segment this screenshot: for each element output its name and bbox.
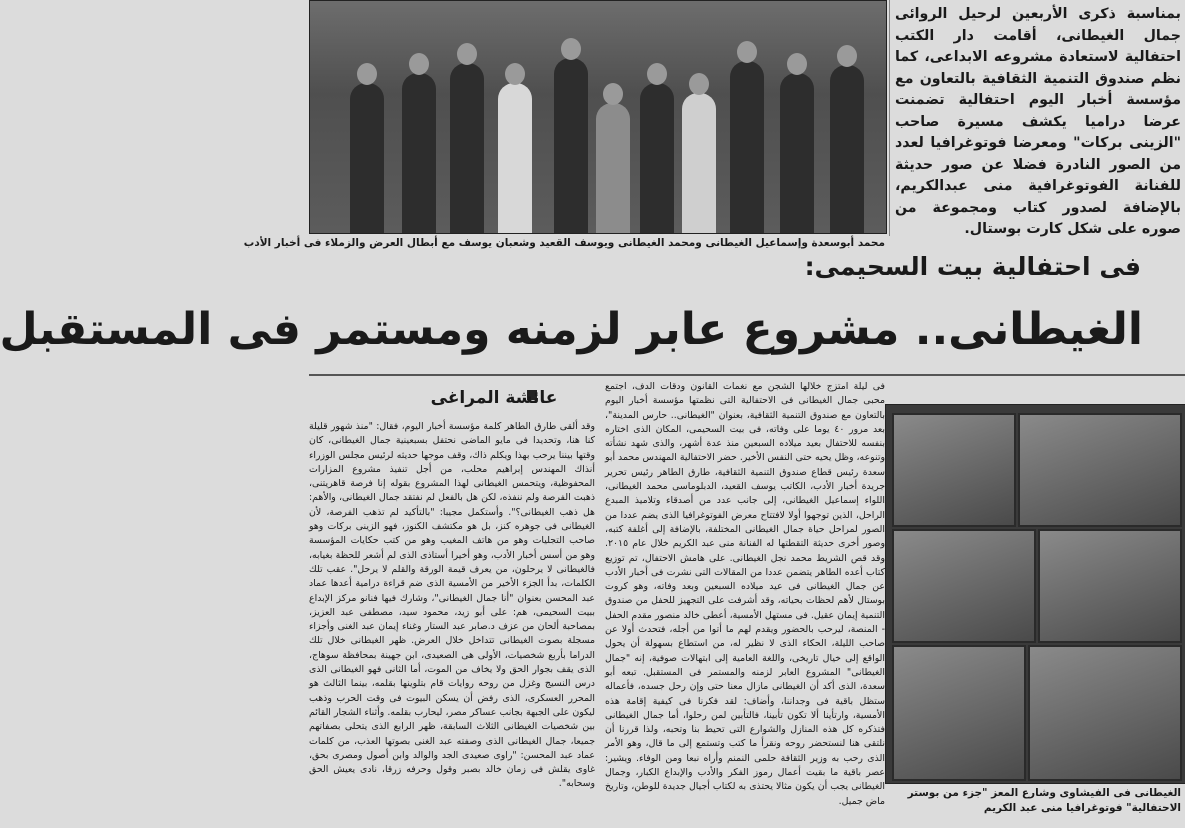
collage-tile [1038,529,1182,643]
photo-figure [450,63,484,233]
top-photo-caption: محمد أبوسعدة وإسماعيل الغيطانى ومحمد الغيطانى ويوسف القعيد وشعبان يوسف مع أبطال العرض والزملاء فى أخبار الأدب [243,237,885,249]
photo-figure [640,83,674,233]
photo-figure [730,61,764,233]
intro-paragraph: بمناسبة ذكرى الأربعين لرحيل الروائى جمال الغيطانى، أقامت دار الكتب احتفالية لاستعادة مشروعه الابداعى، كما نظم صندوق التنمية الثقافية بالتعاون مع مؤسسة أخبار اليوم احتفالية تضمنت عرضا دراميا يكشف مسيرة صاحب "الزينى بركات" ومعرضا فوتوغرافيا لعدد من الصور النادرة فضلا عن صور حديثة للفنانة الفوتوغرافية منى عبدالكريم، بالإضافة لصدور كتاب ومجموعة من صوره على شكل كارت بوستال. [895,6,1181,237]
column-divider [889,0,890,236]
photo-figure [402,73,436,233]
article-column-left: وقد ألقى طارق الطاهر كلمة مؤسسة أخبار اليوم، فقال: "منذ شهور قليلة كنا هنا، وتحديدا فى مايو الماضى نحتفل بسبعينية جمال الغيطانى، كان وقتها بيننا يرحب بهذا ويكلم ذاك، وقف موجها حديثه لرئيس مجلس الوزراء أنذاك المهندس إبراهيم محلب، من أجل تنفيذ مشروع المزارات المحفوظية، ويتحمس الغيطانى لهذا المشروع بقوله إنا فرصة قاهريتنى، ذهبت الفرصة ولم ننفذه، لكن هل بالفعل لم نفتقد جمال الغيطانى، والأهم: هل ذهب الغيطانى؟". وأستكمل مجيبا: "بالتأكيد لم تذهب الفرصة، لأن الغيطانى فى جوهره كنز، بل هو مكتشف الكنوز، فهو الزينى بركات وهو صاحب التجليات وهو من هاتف المغيب وهو من كتب حكايات المؤسسة وهو من أسس أخبار الأدب، وهو أخيرا أستاذى الذى لم أشعر للحظة بغيابه، فالغيطانى لا يرحلون، من يعرف قيمة الورقة والقلم لا يرحل". عقب تلك الكلمات، بدأ الجزء الأخير من الأمسية الذى ضم قراءة درامية أعدها عماد عبد المحسن بعنوان "أنا جمال الغيطانى"، وشارك فيها فنانو مركز الإبداع ببيت السحيمى، هم: على أبو زيد، محمود سيد، مصطفى عبد العزيز، بمصاحبة ألحان من عزف د.صابر عبد الستار وغناء إيمان عبد الغنى وأجزاء مسجلة بصوت الغيطانى تتداخل خلال العرض. ظهر الغيطانى خلال تلك الدراما بأربع شخصيات، الأولى هى الصعيدى، ابن جهينة بمحافظة سوهاج، الذى يقف بجوار الحق ولا يخاف من الموت، أما الثانى فهو الغيطانى الذى درس النسيج وغزل من روحه روايات قام بتلوينها بقلمه، بينما الثالث هو المحرر العسكرى، الذى رفض أن يسكن البيوت فى وقت الحرب وذهب ليكون على الجبهة بجانب عساكر مصر، ليحارب بقلمه. وأثناء الشجار القائم بين شخصيات الغيطانى الثلاث السابقة، ظهر الرابع الذى يتحلى بصفاتهم جميعا، جمال الغيطانى الذى وصفته عبد الغنى بصوتها العذب، من كلمات عماد عبد المحسن: "راوى صعيدى الجد والوالد وابن أصول ومصرى بحق، غاوى يقلش فى زمان خالد بصبر وقول وحرفه زرقا، نادى يعيش الحق وسحابه". [309,421,595,790]
photo-figure [350,83,384,233]
article-headline: الغيطانى.. مشروع عابر لزمنه ومستمر فى المستقبل [0,304,1143,355]
photo-figure [554,58,588,233]
article-kicker: فى احتفالية بيت السحيمى: [804,252,1141,281]
article-byline: عائشة المراغى [430,388,558,408]
collage-tile [1028,645,1182,781]
photo-figure [830,65,864,233]
poster-photo-collage [885,404,1185,784]
photo-figure [498,83,532,233]
photo-figure [596,103,630,233]
collage-tile [1018,413,1182,527]
photo-figure [682,93,716,233]
collage-tile [892,413,1016,527]
collage-tile [892,529,1036,643]
article-column-middle: فى ليلة امتزج خلالها الشجن مع نغمات القانون ودقات الدف، اجتمع محبى جمال الغيطانى فى الاحتفالية التى نظمتها مؤسسة أخبار اليوم بالتعاون مع صندوق التنمية الثقافية، بعنوان "الغيطانى.. حارس المدينة"، بعد مرور ٤٠ يوما على وفاته، فى بيت السحيمى، المكان الذى اختاره بنفسه للاحتفال بعيد ميلاده السبعين منذ عدة أشهر، والذى شهد نشأته وتنوعه، وظل يحيه حتى النفس الأخير. حضر الاحتفالية المهندس محمد أبو سعدة رئيس قطاع صندوق التنمية الثقافية، طارق الطاهر رئيس تحرير جريدة أخبار الأدب، الكاتب يوسف القعيد، الدبلوماسى محمد الغيطانى، اللواء إسماعيل الغيطانى، إلى جانب عدد من أصدقاء وتلاميذ المبدع الراحل، الذين توجهوا أولا لافتتاح معرض الفوتوغرافيا الذى يضم عددا من الصور لمراحل حياة جمال الغيطانى المختلفة، بالإضافة إلى أغلفة كتبه، وصور أخرى حديثة التقطتها له الفنانة منى عبد الكريم خلال عام ٢٠١٥. وقد قص الشريط محمد نجل الغيطانى. على هامش الاحتفال، تم توزيع كتاب أعده الطاهر يتضمن عددا من المقالات التى نشرت فى أخبار الأدب عن جمال الغيطانى فى عيد ميلاده السبعين وبعد وفاته، وهو كروت بوستال لأهم لحظات بحياته، وقد أشرفت على التجهيز للحفل من صندوق التنمية إيمان عقيل. فى مستهل الأمسية، أعطى خالد منصور مقدم الحفل - المنصة، ليرحب بالحضور ويقدم لهم ما أتوا من أجله، فتحدث أولا عن صاحب الليلة، الحكاء الذى لا نظير له، من استطاع بسهولة أن يحول الواقع إلى خيال تاريخى، واللغة العامية إلى ابتهالات صوفية، إنه "جمال الغيطانى" المشروع العابر لزمنه والمستمر فى المستقبل. تبعه أبو سعدة، الذى أكد أن الغيطانى مازال معنا حتى وإن رحل جسده، فأعماله ستظل باقية فى وجداننا، وأضاف: لقد فكرنا فى كيفية إقامة هذه الأمسية، وارتأينا ألا تكون تأبينا، فالتأبين لمن رحلوا، أما جمال الغيطانى فتذكره كل هذه المنازل والشوارع التى تحيط بنا وتحبه، ولذا قررنا أن نلتقى هنا لنستحضر روحه ونقرأ ما كتب وتستمع إلى ما قال، وهو الأمر الذى رحب به وزير الثقافة حلمى النمنم وأراه نبعا ومن الوفاء. ويشير: عصر باقية ما بقيت أعمال رموز الفكر والأدب والإبداع الكبار، وجمال الغيطانى يجب أن يكون مثالا يحتذى به لكتاب أجيال جديدة للوطن، وتاريخ ماض جميل. [605,381,886,807]
headline-rule [309,374,1185,376]
photo-figure [780,73,814,233]
right-photo-caption: الغيطانى فى الفيشاوى وشارع المعز "جزء من بوستر الاحتفالية" فوتوغرافيا منى عبد الكريم [907,787,1181,814]
collage-tile [892,645,1026,781]
event-group-photo [309,0,887,234]
